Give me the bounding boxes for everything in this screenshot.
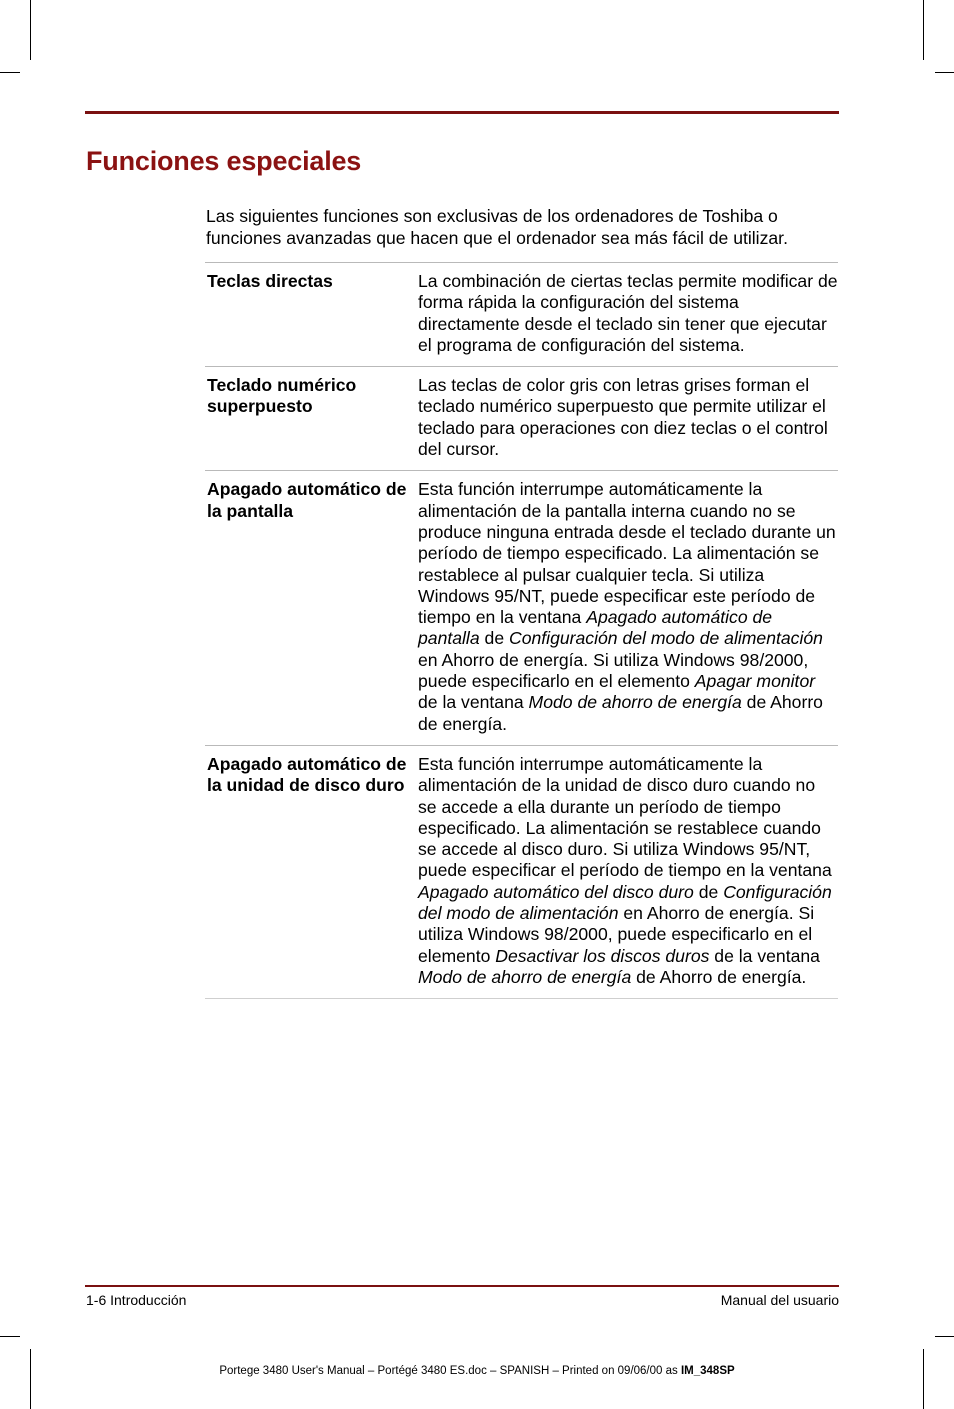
feature-description-text: de — [479, 628, 509, 649]
feature-description-text: en Ahorro de energía. Si utiliza Windows 98/2000, puede especificarlo en el elemento — [418, 649, 809, 692]
crop-mark — [935, 1336, 954, 1337]
feature-description — [418, 367, 838, 471]
crop-mark — [0, 72, 20, 73]
print-info-line — [0, 1365, 954, 1377]
feature-description-text: de la ventana — [418, 692, 529, 713]
feature-description-text: de Ahorro de energía. — [418, 692, 823, 734]
feature-description-emphasis: Desactivar los discos duros — [495, 945, 710, 966]
feature-term: Apagado automático de la pantalla — [207, 479, 407, 521]
feature-description — [418, 263, 838, 367]
feature-description-emphasis: Configuración del modo de alimentación — [418, 881, 832, 924]
crop-mark — [30, 1349, 31, 1409]
feature-term: Apagado automático de la unidad de disco duro — [207, 753, 407, 796]
feature-description-text: Las teclas de color gris con letras grises forman el teclado numérico superpuesto que permite utilizar el teclado para operaciones con diez teclas o el control del cursor. — [418, 375, 828, 460]
crop-mark — [30, 0, 31, 60]
feature-description-text: Esta función interrumpe automáticamente la alimentación de la pantalla interna cuando no se produce ninguna entrada desde el teclado durante un período de tiempo especificado. La alimentación se restablece al pulsar cualquier tecla. Si utiliza Windows 95/NT, puede especificar este período de tiempo en la ventana — [418, 479, 836, 628]
print-info-text: Portege 3480 User's Manual – Portégé 3480 ES.doc – SPANISH – Printed on 09/06/00 as — [219, 1365, 681, 1377]
feature-row — [205, 471, 838, 746]
feature-description-text: de la ventana — [709, 945, 820, 966]
footer-rule — [85, 1285, 839, 1287]
header-rule — [85, 111, 839, 114]
feature-description-text: de — [693, 881, 724, 902]
feature-description — [418, 745, 838, 998]
feature-description-emphasis: Configuración del modo de alimentación — [509, 628, 823, 649]
crop-mark — [923, 0, 924, 60]
feature-description-text: de Ahorro de energía. — [631, 966, 807, 987]
feature-description-emphasis: Apagar monitor — [694, 671, 816, 692]
feature-description-emphasis: Apagado automático de pantalla — [418, 607, 773, 649]
feature-term: Teclado numérico superpuesto — [207, 375, 357, 417]
feature-row — [205, 745, 838, 998]
print-info-code: IM_348SP — [680, 1365, 735, 1377]
crop-mark — [0, 1336, 20, 1337]
feature-description-emphasis: Modo de ahorro de energía — [528, 692, 742, 713]
intro-paragraph: Las siguientes funciones son exclusivas de los ordenadores de Toshiba o funciones avanzadas que hacen que el ordenador sea más fácil de utilizar. — [206, 206, 788, 248]
feature-description-text: en Ahorro de energía. Si utiliza Windows 98/2000, puede especificarlo en el elemento — [418, 903, 815, 966]
footer-section-label: 1-6 Introducción — [86, 1292, 187, 1308]
crop-mark — [923, 1349, 924, 1409]
feature-description-emphasis: Apagado automático del disco duro — [418, 881, 694, 902]
feature-description — [418, 471, 838, 746]
feature-row — [205, 263, 838, 367]
features-table — [205, 262, 838, 999]
feature-description-text: La combinación de ciertas teclas permite modificar de forma rápida la configuración del sistema directamente desde el teclado sin tener que ejecutar el programa de configuración del sistema. — [418, 271, 838, 355]
feature-description-emphasis: Modo de ahorro de energía — [418, 966, 632, 987]
page-title: Funciones especiales — [86, 146, 362, 176]
feature-description-text: Esta función interrumpe automáticamente la alimentación de la unidad de disco duro cuando no se accede a ella durante un período de tiempo especificado. La alimentación se restablece cuando se accede al disco duro. Si utiliza Windows 95/NT, puede especificar el período de tiempo en la ventana — [418, 753, 832, 881]
feature-term: Teclas directas — [207, 271, 333, 291]
footer-manual-label: Manual del usuario — [720, 1292, 839, 1308]
crop-mark — [935, 72, 954, 73]
feature-row — [205, 367, 838, 471]
